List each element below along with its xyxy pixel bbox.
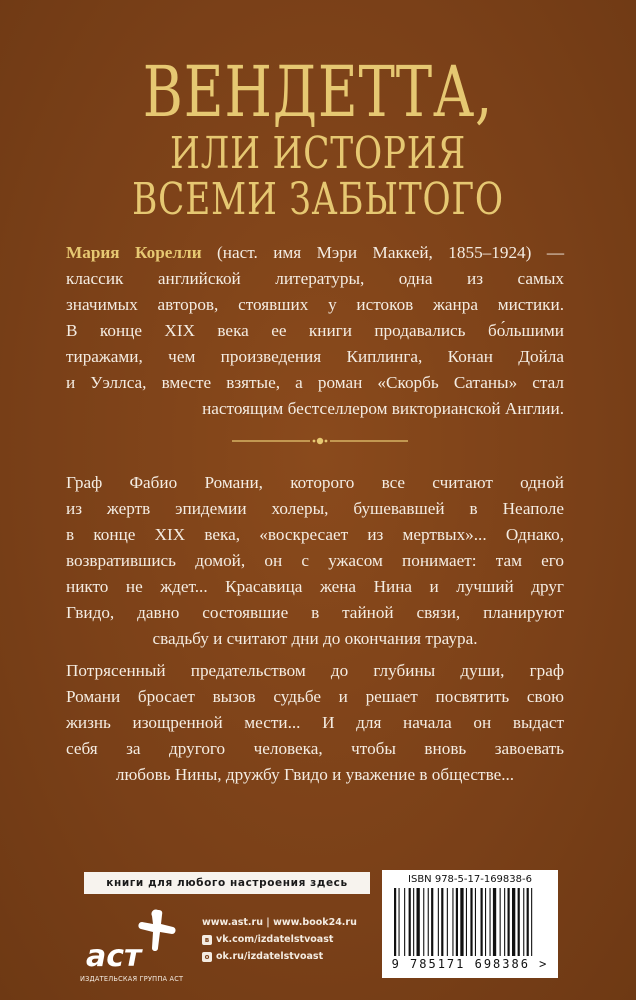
barcode-bar [447, 888, 448, 956]
ok-link[interactable]: ok.ru/izdatelstvoast [216, 951, 324, 962]
barcode-bar [456, 888, 458, 956]
barcode-bar [470, 888, 472, 956]
barcode-bar [394, 888, 396, 956]
synopsis-2-line: Романи бросает вызов судьбе и решает посвятить свою [66, 687, 564, 706]
barcode-bar [475, 888, 476, 956]
author-line-2: значимых авторов, стоявших у истоков жанра мистики. [66, 295, 564, 314]
barcode-bar [485, 888, 486, 956]
barcode-bar [490, 888, 491, 956]
barcode-bar [399, 888, 400, 956]
synopsis-1-line: свадьбу и считают дни до окончания траура. [152, 629, 478, 648]
barcode-bar [508, 888, 510, 956]
websites-row [202, 914, 372, 931]
synopsis-1-line: Гвидо, давно состоявшие в тайной связи, планируют [66, 603, 564, 622]
author-line-3: В конце XIX века ее книги продавались бо́льшими [66, 321, 564, 340]
barcode-bar [512, 888, 515, 956]
barcode-bar [409, 888, 411, 956]
author-name: Мария Корелли [66, 243, 202, 262]
synopsis-2-line: себя за другого человека, чтобы вновь завоевать [66, 739, 564, 758]
barcode-bar [460, 888, 463, 956]
barcode-bar [404, 888, 405, 956]
synopsis-1-line: из жертв эпидемии холеры, бушевавшей в Неаполе [66, 499, 564, 518]
barcode-bar [438, 888, 439, 956]
vk-icon: в [202, 935, 212, 945]
ornamental-divider [232, 436, 408, 446]
barcode-bar [527, 888, 529, 956]
author-line-5: и Уэллса, вместе взятые, а роман «Скорбь Сатаны» стал [66, 373, 564, 392]
barcode-bar [518, 888, 520, 956]
title-line-3: ВСЕМИ ЗАБЫТОГО [132, 174, 504, 225]
title-line-1: ВЕНДЕТТА, [142, 51, 494, 133]
author-line-6: настоящим бестселлером викторианской Англии. [202, 399, 564, 418]
synopsis-paragraph-2 [66, 658, 564, 788]
author-line-4: тиражами, чем произведения Киплинга, Конан Дойла [66, 347, 564, 366]
synopsis-2-line: любовь Нины, дружбу Гвидо и уважение в обществе... [115, 765, 515, 784]
barcode-bar [452, 888, 453, 956]
barcode-bar [531, 888, 532, 956]
barcode-bar [431, 888, 433, 956]
barcode-panel [382, 870, 558, 978]
vk-row [202, 931, 372, 948]
barcode-bar [504, 888, 505, 956]
synopsis-1-line: Граф Фабио Романи, которого все считают одной [66, 473, 564, 492]
author-line-0: Мария Корелли (наст. имя Мэри Маккей, 1855–1924) — [66, 243, 565, 262]
vk-link[interactable]: vk.com/izdatelstvoast [216, 934, 334, 945]
publisher-name: ИЗДАТЕЛЬСКАЯ ГРУППА АСТ [80, 975, 184, 983]
barcode-bar [423, 888, 424, 956]
barcode-bar [441, 888, 443, 956]
barcode-bar [466, 888, 467, 956]
barcode-bar [417, 888, 420, 956]
ast-logo-text: аст [86, 939, 142, 974]
barcode-digits: 9 785171 698386 > [391, 957, 549, 971]
barcode-bar [481, 888, 483, 956]
tagline-banner: книги для любого настроения здесь [84, 872, 370, 894]
isbn-number: ISBN 978-5-17-169838-6 [408, 874, 532, 885]
title-line-2: ИЛИ ИСТОРИЯ [170, 128, 466, 179]
synopsis-1-line: возвратившись домой, он с ужасом понимает: там его [66, 551, 564, 570]
synopsis-1-line: в конце XIX века, «воскресает из мертвых»... Однако, [66, 525, 564, 544]
websites-link[interactable]: www.ast.ru | www.book24.ru [202, 917, 357, 928]
ok-row [202, 948, 372, 965]
barcode-bar [493, 888, 496, 956]
synopsis-1-line: никто не ждет... Красавица жена Нина и лучший друг [66, 577, 564, 596]
synopsis-2-line: Потрясенный предательством до глубины души, граф [66, 661, 564, 680]
author-line-1: классик английской литературы, одна из самых [66, 269, 564, 288]
publisher-links [202, 914, 372, 965]
barcode-bar [523, 888, 524, 956]
barcode-bar [428, 888, 429, 956]
ok-icon: о [202, 952, 212, 962]
barcode-icon [390, 888, 550, 956]
barcode-bar [413, 888, 414, 956]
author-paragraph [66, 240, 564, 422]
barcode-bar [500, 888, 501, 956]
synopsis-2-line: жизнь изощренной мести... И для начала он выдаст [66, 713, 564, 732]
synopsis-paragraph-1 [66, 470, 564, 652]
